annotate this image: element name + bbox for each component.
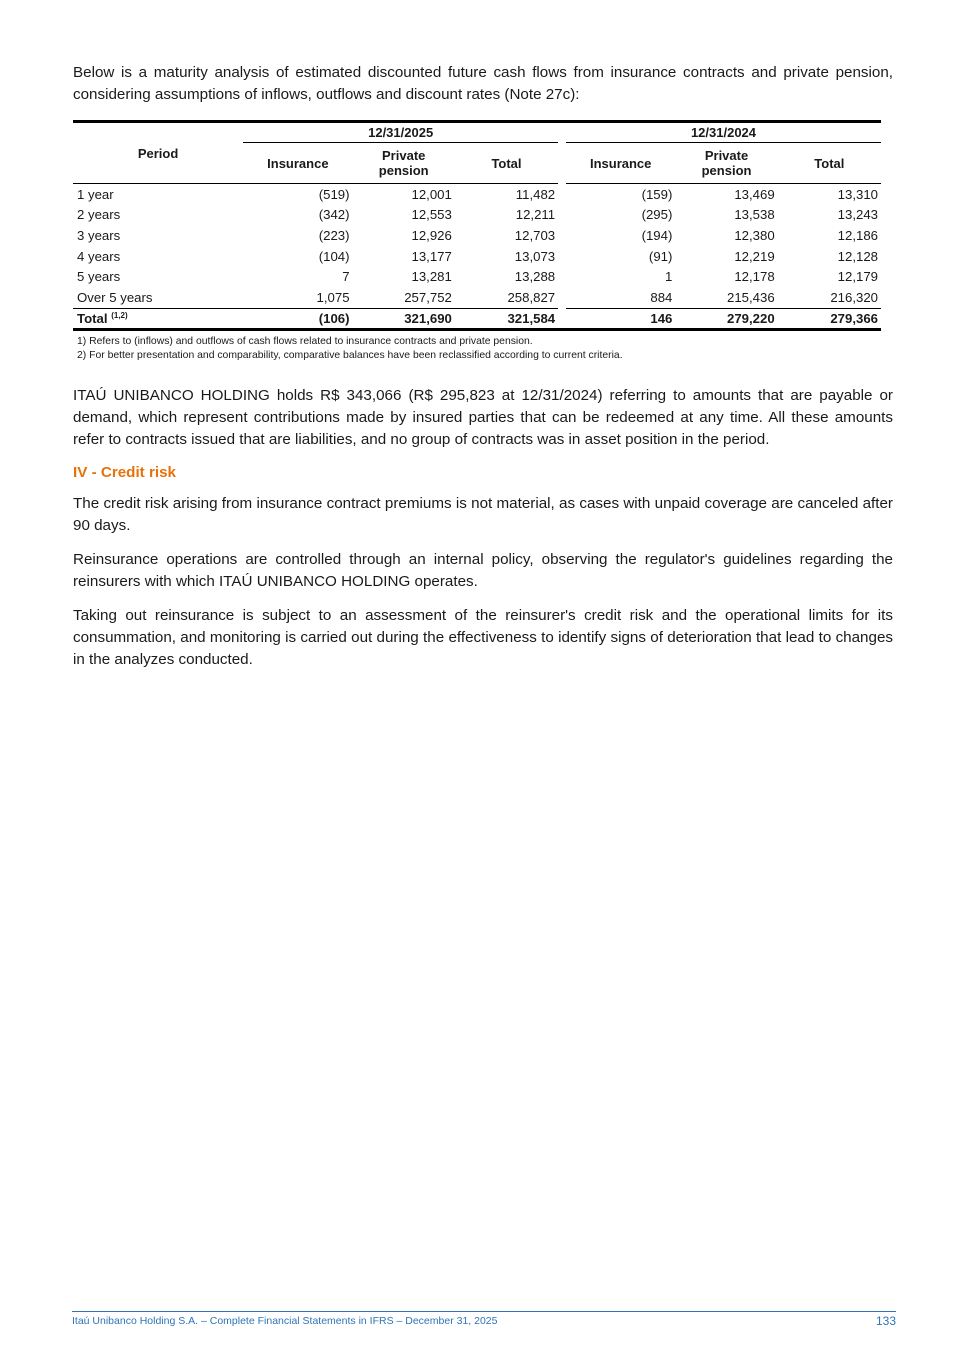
table-row: 2 years (342) 12,553 12,211 (295) 13,538 13,243 [77, 207, 878, 223]
table-row: Over 5 years 1,075 257,752 258,827 884 215,436 216,320 [77, 289, 878, 305]
table-row: 5 years 7 13,281 13,288 1 12,178 12,179 [77, 269, 878, 285]
footnote: 2) For better presentation and comparability, comparative balances have been reclassified according to current criteria. [77, 350, 623, 362]
page-number: 133 [875, 1314, 896, 1328]
col-total-2025: Total [455, 143, 558, 184]
col-total-2024: Total [778, 143, 881, 184]
table-footnotes [73, 335, 893, 364]
col-private-pension-2024: Private pension [675, 143, 777, 184]
holding-paragraph: ITAÚ UNIBANCO HOLDING holds R$ 343,066 (R$ 295,823 at 12/31/2024) referring to amounts that are payable or demand, which represent contributions made by insured parties that can be redeemed at any time. All these amounts refer to contracts issued that are liabilities, and no group of contracts was in asset position in the period. [73, 386, 893, 448]
section-title-credit-risk: IV - Credit risk [73, 463, 176, 481]
group-header-2025: 12/31/2025 [243, 122, 558, 143]
col-private-pension-2025: Private pension [353, 143, 455, 184]
intro-paragraph: Below is a maturity analysis of estimated discounted future cash flows from insurance contracts and private pension, considering assumptions of inflows, outflows and discount rates (Note 27c): [73, 64, 893, 103]
footer-text: Itaú Unibanco Holding S.A. – Complete Financial Statements in IFRS – December 31, 2025 [72, 1315, 498, 1327]
page-footer [72, 1311, 896, 1328]
table-row: 1 year (519) 12,001 11,482 (159) 13,469 13,310 [77, 186, 878, 202]
reinsurance-paragraph: Reinsurance operations are controlled through an internal policy, observing the regulator's guidelines regarding the reinsurers with which ITAÚ UNIBANCO HOLDING operates. [73, 550, 893, 590]
maturity-table [73, 120, 881, 331]
group-header-2024: 12/31/2024 [566, 122, 881, 143]
col-insurance-2024: Insurance [566, 143, 675, 184]
document-page [73, 62, 893, 671]
total-row: Total $^{(1,2)}$ (106) 321,690 321,584 146 279,220 279,366 [73, 308, 881, 329]
period-header: Period [73, 122, 243, 184]
col-insurance-2025: Insurance [243, 143, 352, 184]
table-row: 3 years (223) 12,926 12,703 (194) 12,380 12,186 [77, 227, 878, 243]
credit-paragraph: The credit risk arising from insurance contract premiums is not material, as cases with unpaid coverage are canceled after 90 days. [73, 494, 893, 534]
footnote: 1) Refers to (inflows) and outflows of cash flows related to insurance contracts and private pension. [77, 335, 533, 347]
taking-reinsurance-paragraph: Taking out reinsurance is subject to an assessment of the reinsurer's credit risk and the operational limits for its consummation, and monitoring is carried out during the effectiveness to identify signs of deterioration that lead to changes in the analyzes conducted. [73, 606, 893, 668]
table-row: 4 years (104) 13,177 13,073 (91) 12,219 12,128 [77, 248, 878, 264]
